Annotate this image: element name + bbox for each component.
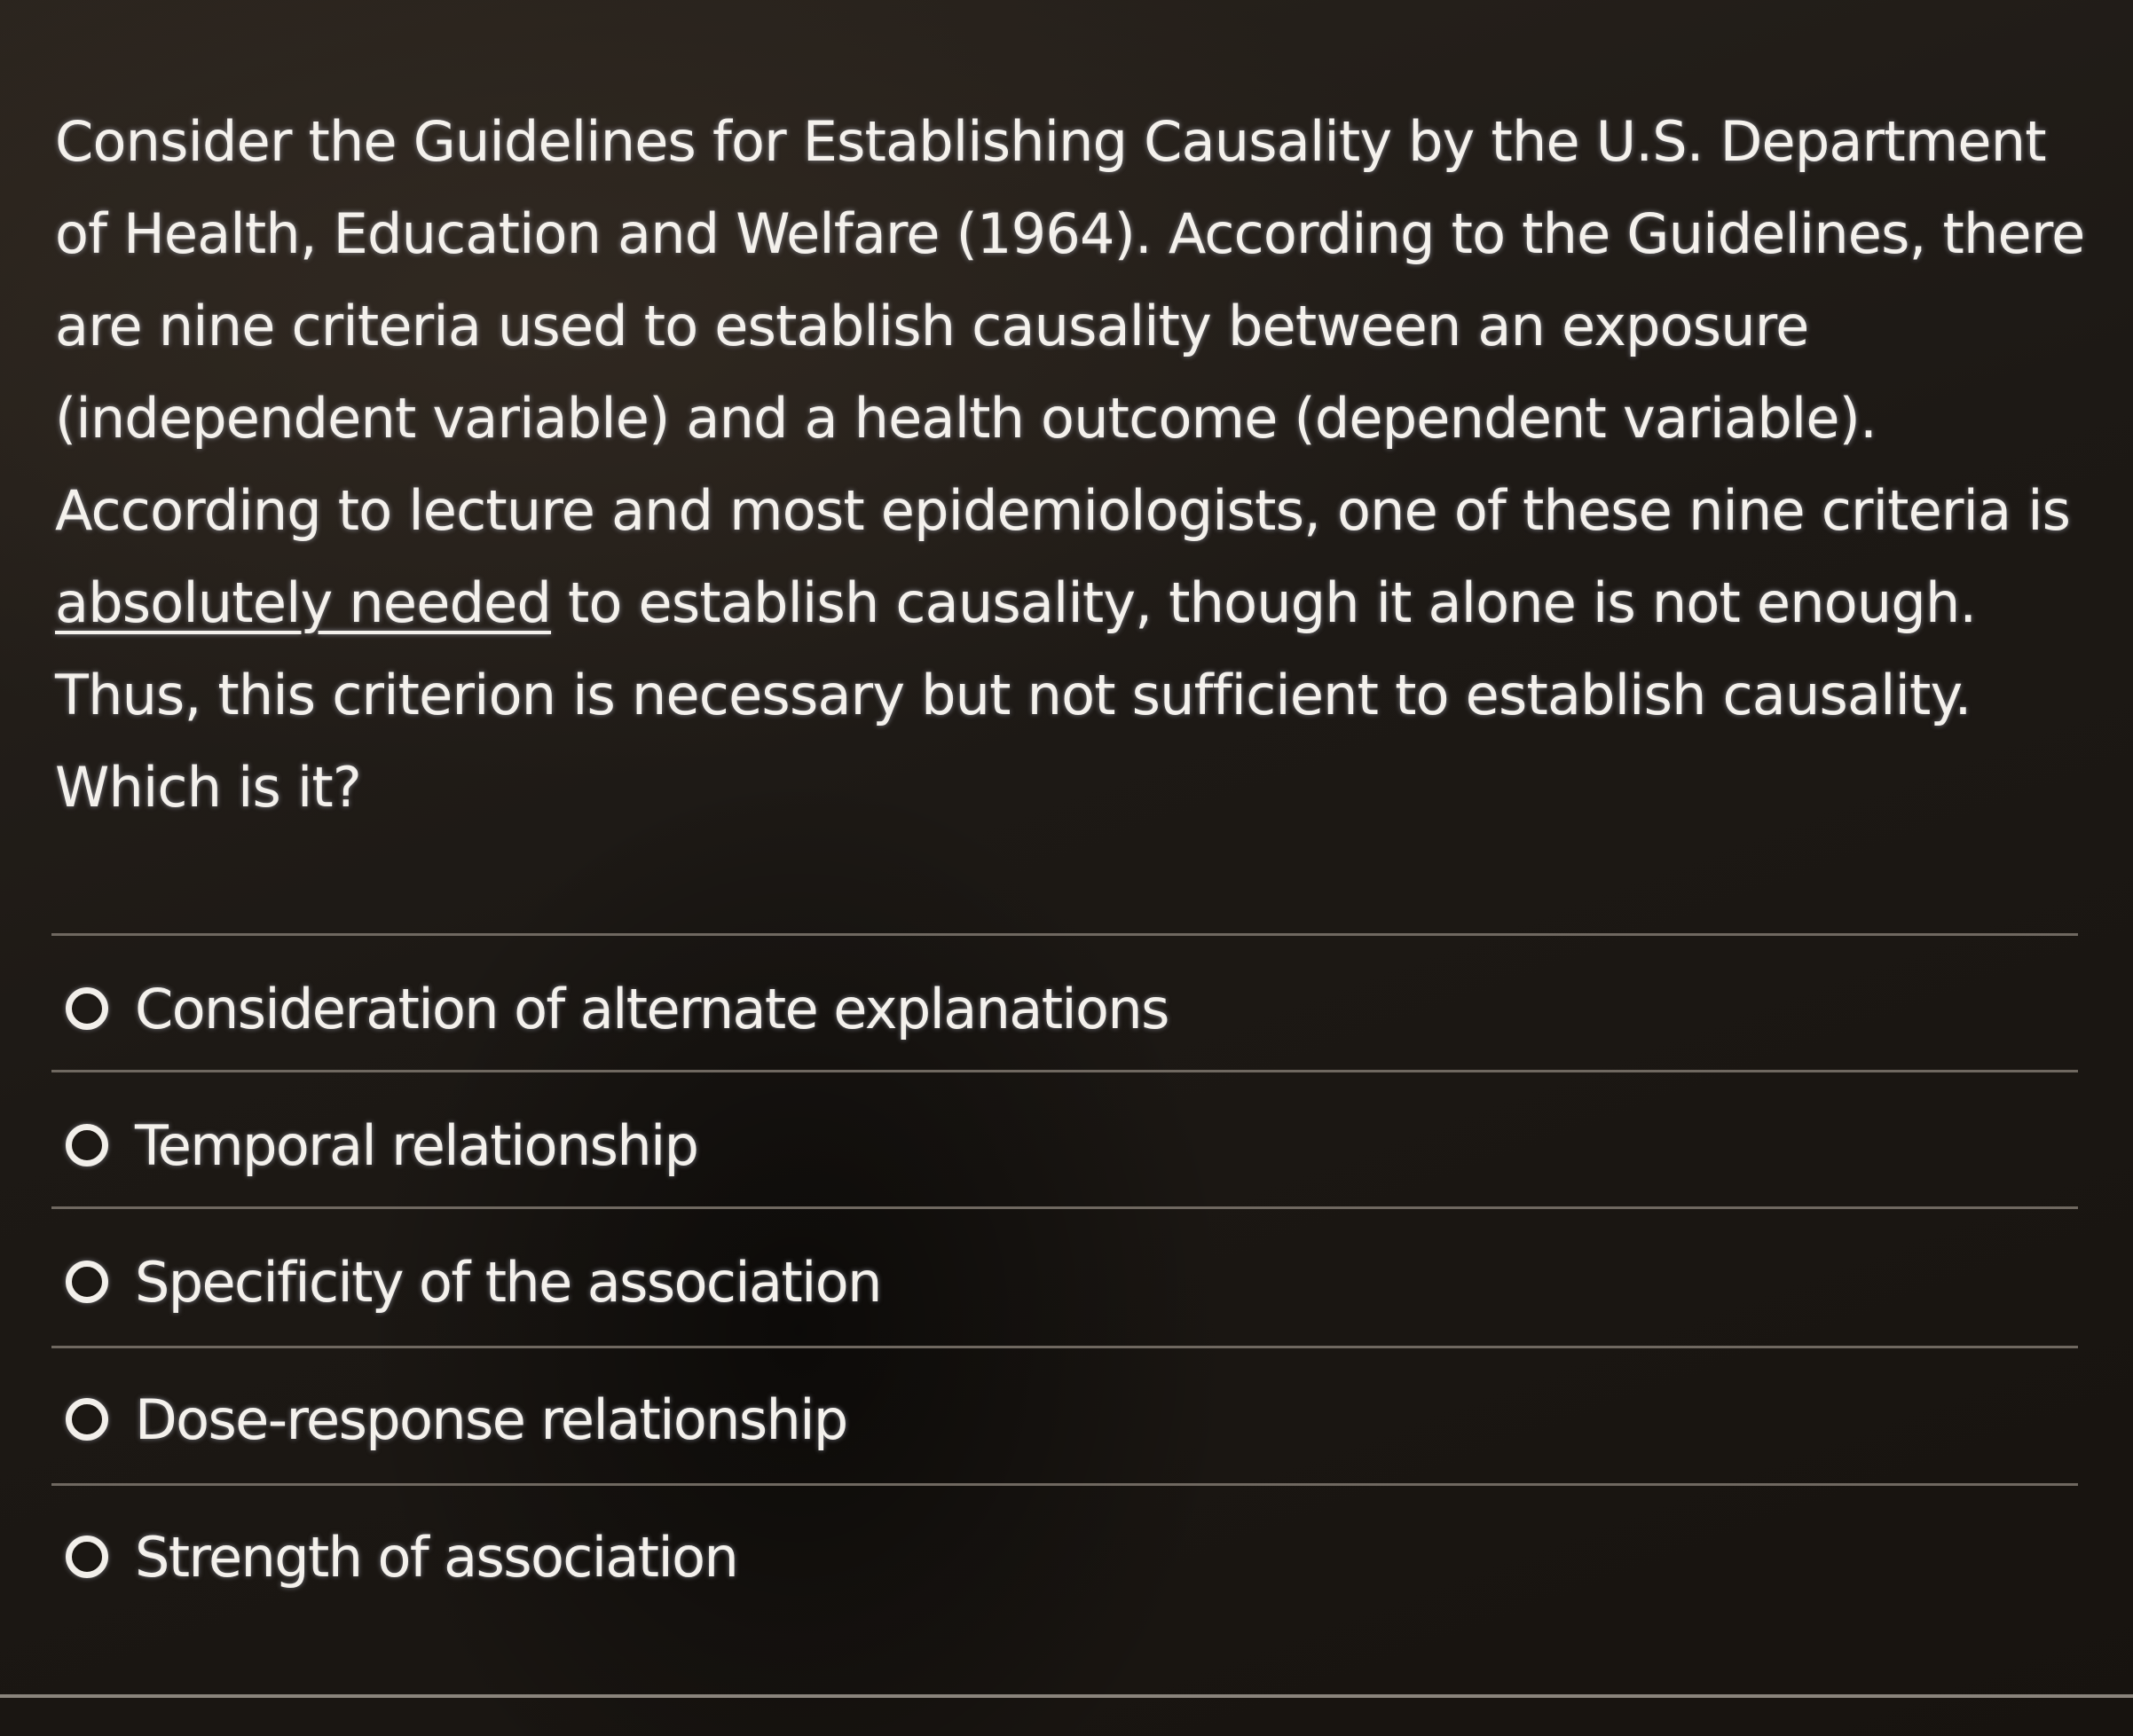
divider [51, 1483, 2078, 1486]
radio-button-icon[interactable] [66, 1124, 108, 1166]
bottom-divider [0, 1694, 2133, 1698]
question-text [55, 96, 2096, 834]
divider [51, 1070, 2078, 1072]
answer-option-5[interactable] [66, 1508, 737, 1606]
divider [51, 1206, 2078, 1209]
question-text-after: to establish causality, though it alone is not enough. Thus, this criterion is necessary but not sufficient to establish causality. Which is it? [55, 570, 1977, 820]
answer-option-4[interactable] [66, 1371, 847, 1468]
divider [51, 1346, 2078, 1348]
divider [51, 933, 2078, 936]
radio-button-icon[interactable] [66, 1398, 108, 1441]
answer-option-label: Strength of association [135, 1524, 738, 1590]
answer-option-label: Dose-response relationship [135, 1386, 847, 1452]
radio-button-icon[interactable] [66, 1536, 108, 1578]
radio-button-icon[interactable] [66, 987, 108, 1030]
answer-option-2[interactable] [66, 1096, 697, 1194]
answer-option-3[interactable] [66, 1233, 881, 1331]
answer-option-label: Specificity of the association [135, 1249, 881, 1315]
question-emphasis: absolutely needed [55, 570, 552, 635]
answer-option-label: Temporal relationship [135, 1112, 698, 1178]
radio-button-icon[interactable] [66, 1261, 108, 1303]
answer-option-label: Consideration of alternate explanations [135, 976, 1169, 1041]
answer-option-1[interactable] [66, 960, 1169, 1057]
question-text-before: Consider the Guidelines for Establishing Causality by the U.S. Department of Health, Education and Welfare (1964). According to the Guidelines, there are nine criteria used to establish causality between an exposure (independent variable) and a health outcome (dependent variable). According to lecture and most epidemiologists, one of these nine criteria is [55, 109, 2085, 543]
